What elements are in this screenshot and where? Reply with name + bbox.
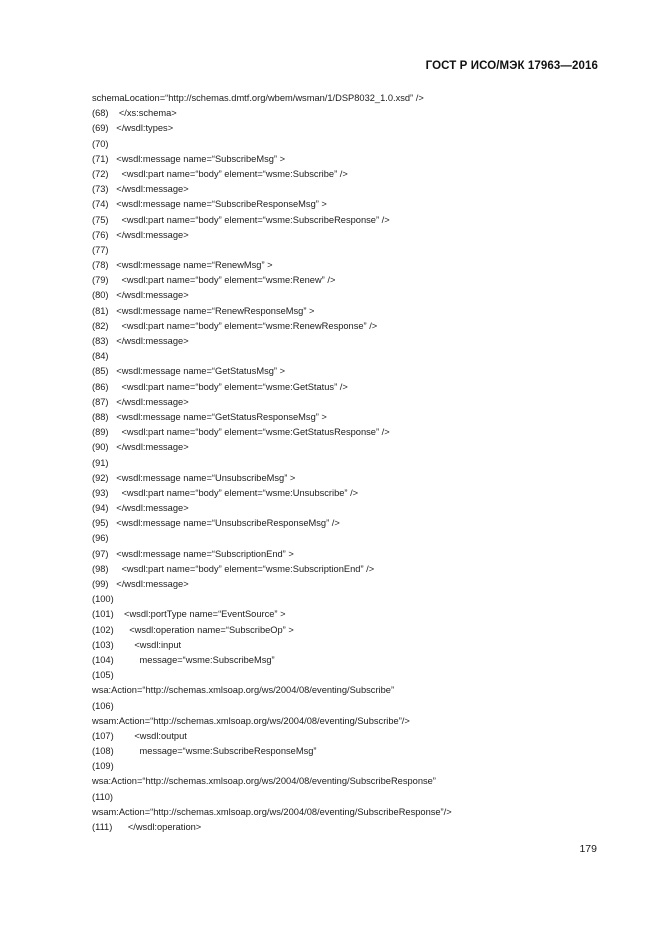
code-line: (108) message=“wsme:SubscribeResponseMsg” (92, 746, 317, 757)
code-line: (104) message=“wsme:SubscribeMsg” (92, 654, 275, 665)
code-line: (73) </wsdl:message> (92, 184, 189, 195)
code-line: (103) <wsdl:input (92, 639, 182, 650)
code-line: (88) <wsdl:message name=“GetStatusResponseMsg” > (92, 411, 327, 422)
code-line: (74) <wsdl:message name=“SubscribeResponseMsg” > (92, 199, 327, 210)
code-line: (90) </wsdl:message> (92, 442, 189, 453)
code-line: (68) </xs:schema> (92, 108, 177, 119)
code-line: (96) (92, 533, 109, 544)
code-line: (101) <wsdl:portType name=“EventSource” > (92, 609, 286, 620)
code-line: (94) </wsdl:message> (92, 503, 189, 514)
code-line: (81) <wsdl:message name=“RenewResponseMsg” > (92, 305, 315, 316)
code-listing (92, 91, 612, 835)
code-line: (93) <wsdl:part name=“body” element=“wsme:Unsubscribe” /> (92, 487, 359, 498)
code-line: (77) (92, 244, 109, 255)
code-line: (78) <wsdl:message name=“RenewMsg” > (92, 260, 273, 271)
code-line: (107) <wsdl:output (92, 730, 187, 741)
code-line: (83) </wsdl:message> (92, 336, 189, 346)
code-line: (111) </wsdl:operation> (92, 822, 202, 832)
code-line: (85) <wsdl:message name=“GetStatusMsg” > (92, 366, 285, 377)
code-line: (84) (92, 351, 109, 362)
code-line: (110) (92, 791, 114, 802)
code-line: (92) <wsdl:message name=“UnsubscribeMsg” > (92, 472, 296, 483)
code-line: (109) (92, 761, 114, 772)
code-line: (87) </wsdl:message> (92, 396, 189, 407)
code-line: (86) <wsdl:part name=“body” element=“wsme:GetStatus” /> (92, 381, 348, 392)
code-line: (79) <wsdl:part name=“body” element=“wsme:Renew” /> (92, 275, 336, 286)
code-line: wsam:Action=“http://schemas.xmlsoap.org/ws/2004/08/eventing/SubscribeResponse”/> (92, 806, 452, 817)
code-line: (80) </wsdl:message> (92, 290, 189, 301)
code-line: (69) </wsdl:types> (92, 123, 174, 134)
code-line: wsam:Action=“http://schemas.xmlsoap.org/ws/2004/08/eventing/Subscribe”/> (92, 715, 410, 726)
code-line: (91) (92, 457, 109, 468)
code-line: (102) <wsdl:operation name=“SubscribeOp” > (92, 624, 294, 635)
code-line: (82) <wsdl:part name=“body” element=“wsme:RenewResponse” /> (92, 320, 378, 331)
standard-header: ГОСТ Р ИСО/МЭК 17963—2016 (425, 60, 598, 72)
code-line: (100) (92, 594, 114, 605)
code-line: (71) <wsdl:message name=“SubscribeMsg” > (92, 153, 285, 164)
code-line: (98) <wsdl:part name=“body” element=“wsme:SubscriptionEnd” /> (92, 563, 375, 574)
code-line: (70) (92, 138, 109, 149)
code-line: (97) <wsdl:message name=“SubscriptionEnd” > (92, 548, 294, 559)
code-line: (76) </wsdl:message> (92, 229, 189, 240)
page-number: 179 (579, 843, 597, 855)
code-line: (95) <wsdl:message name=“UnsubscribeResponseMsg” /> (92, 518, 340, 529)
code-line: (106) (92, 700, 114, 711)
code-line: (105) (92, 670, 114, 681)
code-line: wsa:Action=“http://schemas.xmlsoap.org/ws/2004/08/eventing/Subscribe” (92, 685, 395, 696)
code-line: (75) <wsdl:part name=“body” element=“wsme:SubscribeResponse” /> (92, 214, 390, 225)
code-line: wsa:Action=“http://schemas.xmlsoap.org/ws/2004/08/eventing/SubscribeResponse” (92, 776, 436, 787)
code-line: (99) </wsdl:message> (92, 579, 189, 589)
code-line: (72) <wsdl:part name=“body” element=“wsme:Subscribe” /> (92, 168, 348, 179)
code-line: (89) <wsdl:part name=“body” element=“wsme:GetStatusResponse” /> (92, 427, 390, 438)
code-line: schemaLocation=“http://schemas.dmtf.org/wbem/wsman/1/DSP8032_1.0.xsd” /> (92, 93, 424, 103)
